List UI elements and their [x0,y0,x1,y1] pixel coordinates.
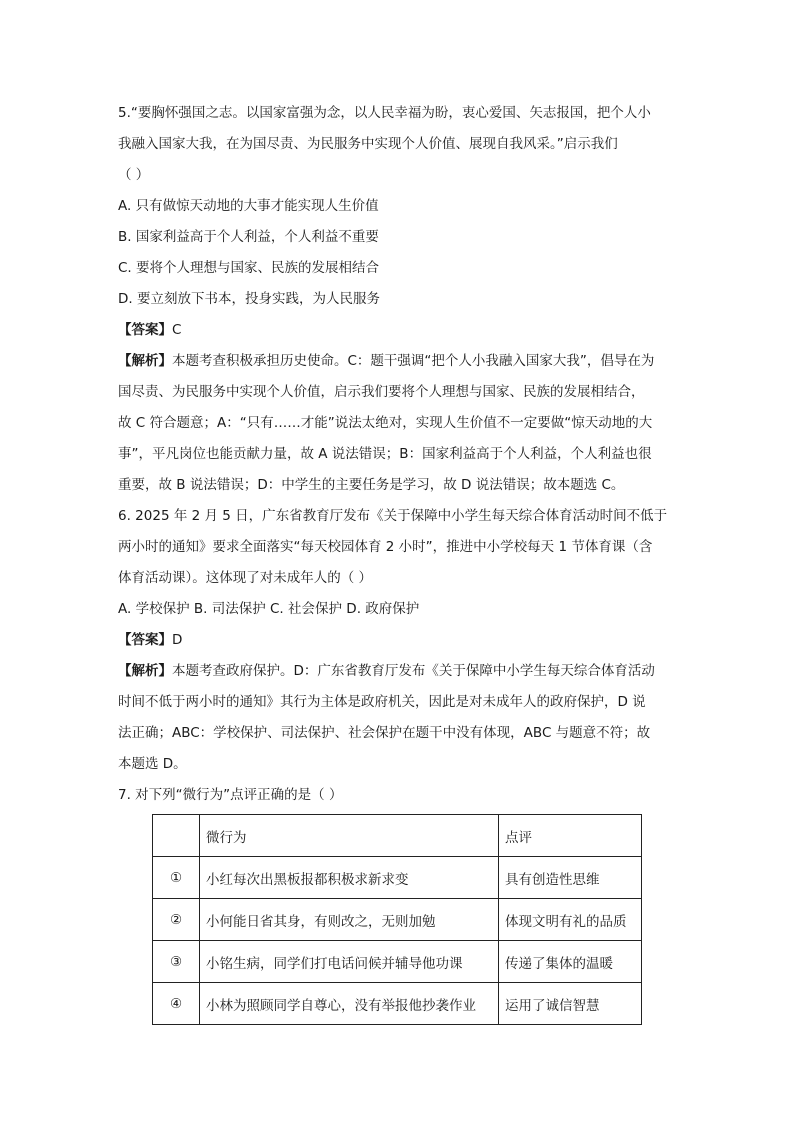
q5-analysis-line-3: 故 C 符合题意；A：“只有……才能”说法太绝对，实现人生价值不一定要做“惊天动地的大 [118,415,653,431]
answer-label: 【答案】 [118,322,172,338]
answer-value: D [172,632,183,648]
table-header-cell: 微行为 [200,815,499,857]
table-header-cell [153,815,200,857]
table-cell-number: ④ [153,983,200,1025]
table-cell-number: ② [153,899,200,941]
analysis-label: 【解析】 [118,663,172,679]
table-cell-behavior: 小红每次出黑板报都积极求新求变 [200,857,499,899]
table-header-row [153,815,642,857]
table-cell-comment: 具有创造性思维 [499,857,642,899]
q5-analysis-line-4: 事”，平凡岗位也能贡献力量，故 A 说法错误；B：国家利益高于个人利益，个人利益也很 [118,446,652,462]
q5-answer [118,315,678,346]
q6-options: A. 学校保护 B. 司法保护 C. 社会保护 D. 政府保护 [118,601,420,617]
q7-stem: 7. 对下列“微行为”点评正确的是（ ） [118,787,343,803]
micro-behavior-table [152,814,642,1025]
table-cell-behavior: 小铭生病，同学们打电话问候并辅导他功课 [200,941,499,983]
table-cell-comment: 传递了集体的温暖 [499,941,642,983]
analysis-text: 本题考查政府保护。D：广东省教育厅发布《关于保障中小学生每天综合体育活动 [172,663,655,679]
table-row [153,857,642,899]
q6-analysis-line-1 [118,656,678,687]
table-row [153,899,642,941]
table-cell-behavior: 小何能日省其身，有则改之，无则加勉 [200,899,499,941]
table-cell-comment: 体现文明有礼的品质 [499,899,642,941]
q6-stem-line-1: 6. 2025 年 2 月 5 日，广东省教育厅发布《关于保障中小学生每天综合体育活动时间不低于 [118,508,668,524]
q6-answer [118,625,678,656]
q5-option-d: D. 要立刻放下书本，投身实践，为人民服务 [118,291,380,307]
analysis-text: 本题考查积极承担历史使命。C：题干强调“把个人小我融入国家大我”，倡导在为 [172,353,655,369]
table-row [153,941,642,983]
table-cell-number: ③ [153,941,200,983]
table-cell-behavior: 小林为照顾同学自尊心，没有举报他抄袭作业 [200,983,499,1025]
q5-option-a: A. 只有做惊天动地的大事才能实现人生价值 [118,198,379,214]
answer-label: 【答案】 [118,632,172,648]
q5-analysis-line-5: 重要，故 B 说法错误；D：中学生的主要任务是学习，故 D 说法错误；故本题选 C。 [118,477,625,493]
q5-stem-line-2: 我融入国家大我，在为国尽责、为民服务中实现个人价值、展现自我风采。”启示我们 [118,136,618,152]
q5-stem-line-3: （ ） [118,167,150,183]
table-cell-comment: 运用了诚信智慧 [499,983,642,1025]
q5-option-b: B. 国家利益高于个人利益，个人利益不重要 [118,229,379,245]
table-header-cell: 点评 [499,815,642,857]
q6-stem-line-2: 两小时的通知》要求全面落实“每天校园体育 2 小时”，推进中小学校每天 1 节体育课（含 [118,539,653,555]
q5-analysis-line-2: 国尽责、为民服务中实现个人价值，启示我们要将个人理想与国家、民族的发展相结合， [118,384,645,400]
q5-analysis-line-1 [118,346,678,377]
analysis-label: 【解析】 [118,353,172,369]
q6-stem-line-3: 体育活动课）。这体现了对未成年人的（ ） [118,570,373,586]
q6-analysis-line-4: 本题选 D。 [118,756,187,772]
q5-option-c: C. 要将个人理想与国家、民族的发展相结合 [118,260,380,276]
q6-analysis-line-2: 时间不低于两小时的通知》其行为主体是政府机关，因此是对未成年人的政府保护，D 说 [118,694,646,710]
question-content [118,98,678,811]
table-row [153,983,642,1025]
q6-analysis-line-3: 法正确；ABC：学校保护、司法保护、社会保护在题干中没有体现，ABC 与题意不符；故 [118,725,651,741]
table-cell-number: ① [153,857,200,899]
answer-value: C [172,322,182,338]
q5-stem-line-1: 5.“要胸怀强国之志。以国家富强为念，以人民幸福为盼，衷心爱国、矢志报国，把个人小 [118,105,651,121]
